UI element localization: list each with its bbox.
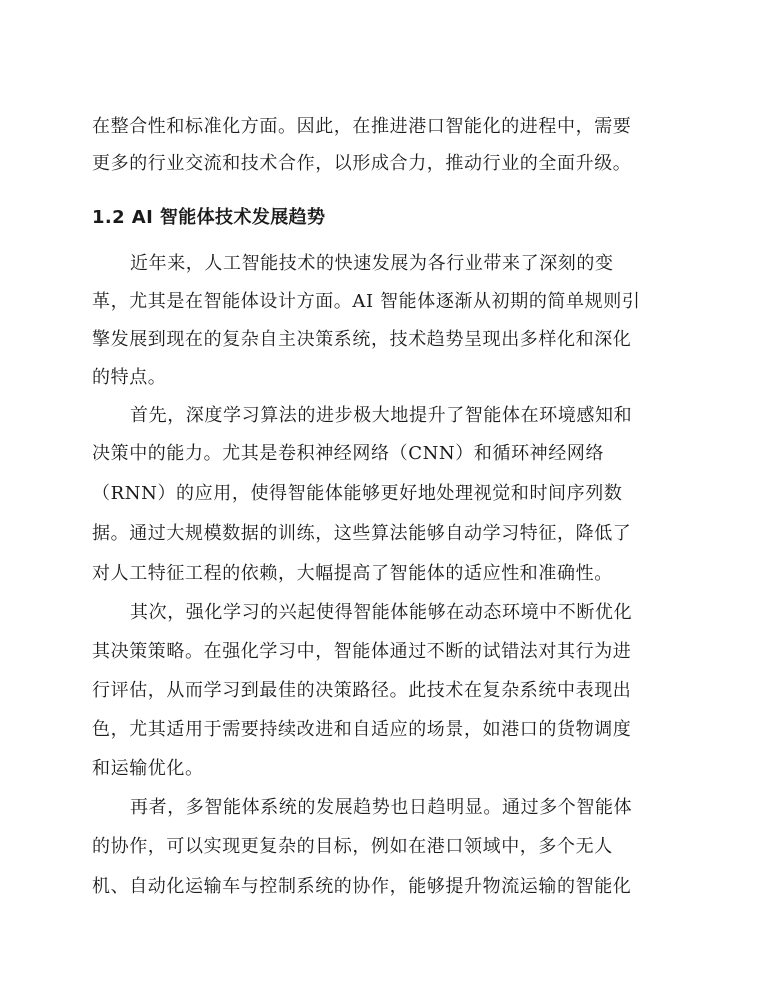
- paragraph-3-line-2: 其决策策略。在强化学习中，智能体通过不断的试错法对其行为进: [92, 641, 632, 662]
- section-heading: 1.2 AI 智能体技术发展趋势: [92, 207, 326, 228]
- paragraph-2-line-2: 决策中的能力。尤其是卷积神经网络（CNN）和循环神经网络: [92, 443, 605, 464]
- intro-line-1: 在整合性和标准化方面。因此，在推进港口智能化的进程中，需要: [92, 116, 632, 137]
- paragraph-4-line-3: 机、自动化运输车与控制系统的协作，能够提升物流运输的智能化: [92, 876, 632, 897]
- paragraph-2-line-3: （RNN）的应用，使得智能体能够更好地处理视觉和时间序列数: [92, 483, 623, 504]
- paragraph-2-line-5: 对人工特征工程的依赖，大幅提高了智能体的适应性和准确性。: [92, 563, 613, 584]
- paragraph-3-line-4: 色，尤其适用于需要持续改进和自适应的场景，如港口的货物调度: [92, 719, 632, 740]
- paragraph-2-line-4: 据。通过大规模数据的训练，这些算法能够自动学习特征，降低了: [92, 523, 632, 544]
- paragraph-1-line-3: 擎发展到现在的复杂自主决策系统，技术趋势呈现出多样化和深化: [92, 329, 632, 350]
- paragraph-1-line-4: 的特点。: [92, 367, 167, 388]
- paragraph-3-line-3: 行评估，从而学习到最佳的决策路径。此技术在复杂系统中表现出: [92, 680, 632, 701]
- paragraph-1-line-2: 革，尤其是在智能体设计方面。AI 智能体逐渐从初期的简单规则引: [92, 291, 641, 312]
- paragraph-1-line-1: 近年来，人工智能技术的快速发展为各行业带来了深刻的变: [130, 253, 614, 274]
- intro-line-2: 更多的行业交流和技术合作，以形成合力，推动行业的全面升级。: [92, 153, 632, 174]
- paragraph-4-line-2: 的协作，可以实现更复杂的目标，例如在港口领域中，多个无人: [92, 836, 613, 857]
- paragraph-4-line-1: 再者，多智能体系统的发展趋势也日趋明显。通过多个智能体: [130, 797, 633, 818]
- paragraph-3-line-5: 和运输优化。: [92, 758, 204, 779]
- paragraph-2-line-1: 首先，深度学习算法的进步极大地提升了智能体在环境感知和: [130, 405, 633, 426]
- paragraph-3-line-1: 其次，强化学习的兴起使得智能体能够在动态环境中不断优化: [130, 602, 633, 623]
